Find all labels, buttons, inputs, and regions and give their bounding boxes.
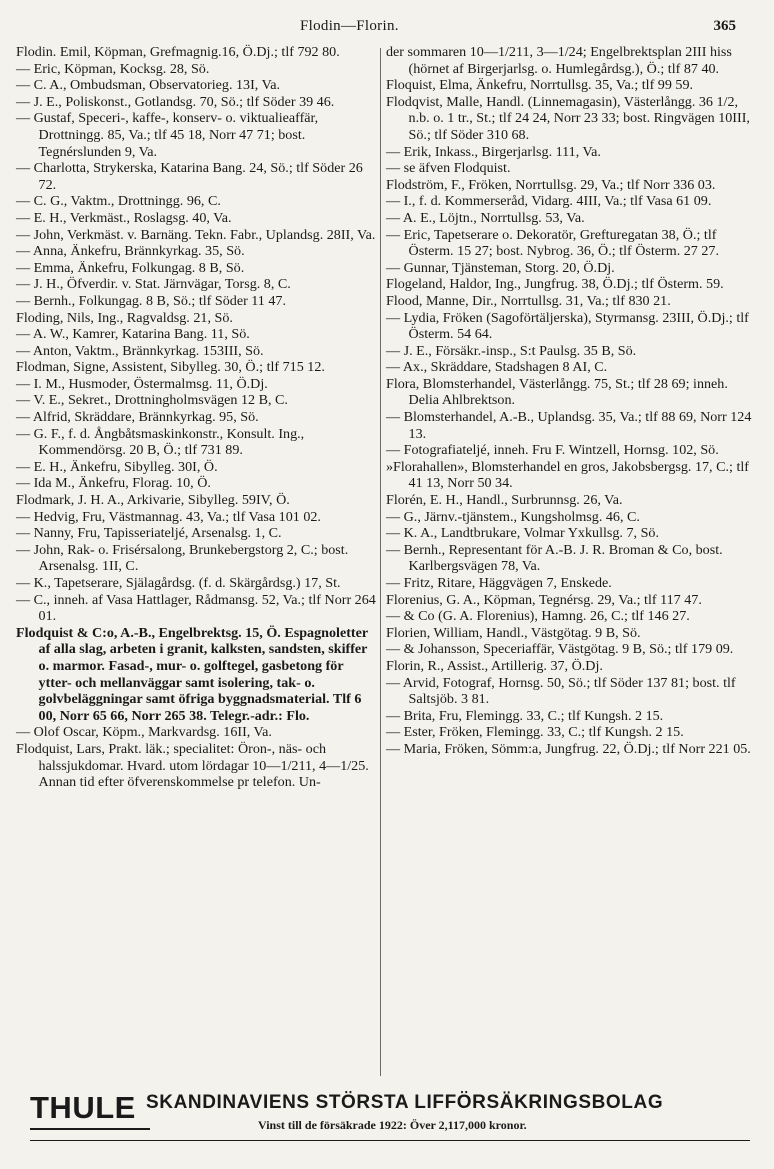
right-column [386, 44, 756, 758]
directory-entry: — K. A., Landtbrukare, Volmar Yxkullsg. 7, Sö. [386, 525, 659, 542]
directory-entry: — E. H., Verkmäst., Roslagsg. 40, Va. [16, 209, 232, 226]
directory-entry: Floding, Nils, Ing., Ragvaldsg. 21, Sö. [16, 309, 233, 326]
directory-entry: — John, Rak- o. Frisérsalong, Brunkebergstorg 2, C.; bost. Arsenalsg. 1II, C. [16, 541, 349, 575]
directory-entry: — Gustaf, Speceri-, kaffe-, konserv- o. viktualieaffär, Drottningg. 85, Va.; tlf 45 18, Norr 47 71; bost. Tegnérslunden 9, Va. [16, 110, 319, 160]
directory-entry: — se äfven Flodquist. [386, 160, 511, 177]
directory-entry: — A. E., Löjtn., Norrtullsg. 53, Va. [386, 209, 585, 226]
directory-entry: — Eric, Köpman, Kocksg. 28, Sö. [16, 60, 210, 77]
directory-entry: — Charlotta, Strykerska, Katarina Bang. 24, Sö.; tlf Söder 26 72. [16, 160, 363, 193]
left-column [16, 44, 378, 791]
ad-brand: THULE [30, 1090, 136, 1125]
directory-entry: — G. F., f. d. Ångbåtsmaskinkonstr., Konsult. Ing., Kommendörsg. 20 B, Ö.; tlf 731 89. [16, 425, 305, 459]
thule-advertisement [30, 1086, 750, 1146]
directory-entry: — Emma, Änkefru, Folkungag. 8 B, Sö. [16, 259, 245, 276]
directory-entry: Florén, E. H., Handl., Surbrunnsg. 26, Va. [386, 492, 623, 509]
directory-entry: Floquist, Elma, Änkefru, Norrtullsg. 35, Va.; tlf 99 59. [386, 77, 694, 94]
directory-entry: — Bernh., Folkungag. 8 B, Sö.; tlf Söder 11 47. [16, 292, 286, 309]
directory-entry: — G., Järnv.-tjänstem., Kungsholmsg. 46, C. [386, 508, 640, 525]
directory-entry: — Fotografiateljé, inneh. Fru F. Wintzell, Hornsg. 102, Sö. [386, 442, 719, 459]
directory-entry: — C., inneh. af Vasa Hattlager, Rådmansg. 52, Va.; tlf Norr 264 01. [16, 591, 376, 625]
ad-subline: Vinst till de försäkrade 1922: Över 2,117,000 kronor. [258, 1118, 527, 1132]
directory-entry: — K., Tapetserare, Själagårdsg. (f. d. Skärgårdsg.) 17, St. [16, 575, 341, 591]
directory-entry: — Alfrid, Skräddare, Brännkyrkag. 95, Sö. [16, 409, 259, 426]
directory-entry: — Maria, Fröken, Sömm:a, Jungfrug. 22, Ö.Dj.; tlf Norr 221 05. [386, 740, 751, 757]
directory-entry: — J. H., Öfverdir. v. Stat. Järnvägar, Torsg. 8, C. [16, 276, 291, 293]
running-title: Flodin—Florin. [300, 18, 399, 34]
directory-entry: — & Co (G. A. Florenius), Hamng. 26, C.; tlf 146 27. [386, 608, 690, 625]
ad-slogan: SKANDINAVIENS STÖRSTA LIFFÖRSÄKRINGSBOLAG [146, 1092, 664, 1113]
directory-entry: — E. H., Änkefru, Sibylleg. 30I, Ö. [16, 458, 218, 475]
directory-entry: Flodquist & C:o, A.-B., Engelbrektsg. 15, Ö. Espagnoletter af alla slag, arbeten i granit, kalksten, sandsten, skiffer o. marmor. Fasad-, mur- o. golftegel, gasbetong för ytter- och mellanväggar samt isolering, tak- o. golvbeläggningar samt öfriga byggnadsmaterial. Tlf 6 00, Norr 65 66, Norr 265 38. Telegr.-adr.: Flo. [16, 624, 368, 724]
directory-entry: — Erik, Inkass., Birgerjarlsg. 111, Va. [386, 143, 601, 160]
directory-entry: — Nanny, Fru, Tapisseriatelјé, Arsenalsg. 1, C. [16, 525, 282, 542]
page-header [0, 18, 774, 42]
directory-entry: — J. E., Poliskonst., Gotlandsg. 70, Sö.; tlf Söder 39 46. [16, 93, 335, 110]
column-divider [380, 48, 381, 1076]
ad-underline [30, 1140, 750, 1141]
directory-entry: — Olof Oscar, Köpm., Markvardsg. 16II, Va. [16, 724, 272, 741]
directory-entry: Flodquist, Lars, Prakt. läk.; specialitet: Öron-, näs- och halssjukdomar. Hvard. utom lördagar 10—1/211, 4—1/25. Annan tid efter öfverenskommelse pr telefon. Un- [16, 740, 369, 791]
directory-entry: Flodin. Emil, Köpman, Grefmagnig.16, Ö.Dj.; tlf 792 80. [16, 44, 340, 60]
directory-entry: — Hedvig, Fru, Västmannag. 43, Va.; tlf Vasa 101 02. [16, 508, 321, 525]
directory-entry: — Anton, Vaktm., Brännkyrkag. 153III, Sö. [16, 342, 264, 359]
directory-entry: — J. E., Försäkr.-insp., S:t Paulsg. 35 B, Sö. [386, 342, 637, 359]
directory-entry: — A. W., Kamrer, Katarina Bang. 11, Sö. [16, 326, 250, 343]
directory-entry: — Lydia, Fröken (Sagoförtäljerska), Styrmansg. 23III, Ö.Dj.; tlf Österm. 54 64. [386, 309, 749, 343]
directory-entry: — C. A., Ombudsman, Observatorieg. 13I, Va. [16, 77, 280, 94]
directory-entry: — Eric, Tapetserare o. Dekoratör, Grefturegatan 38, Ö.; tlf Österm. 15 27; bost. Nybrog. 36, Ö.; tlf Österm. 27 27. [386, 226, 719, 260]
directory-entry: Flora, Blomsterhandel, Västerlångg. 75, St.; tlf 28 69; inneh. Delia Ahlbrektson. [386, 375, 728, 409]
directory-entry: Florenius, G. A., Köpman, Tegnérsg. 29, Va.; tlf 117 47. [386, 591, 702, 608]
directory-entry: der sommaren 10—1/211, 3—1/24; Engelbrektsplan 2III hiss (hörnet af Birgerjarlsg. o. Humlegårdsg.), Ö.; tlf 87 40. [386, 44, 732, 77]
directory-entry: — Bernh., Representant för A.-B. J. R. Broman & Co, bost. Karlbergsvägen 78, Va. [386, 541, 723, 575]
directory-entry: — V. E., Sekret., Drottningholmsvägen 12 B, C. [16, 392, 288, 409]
directory-entry: — I., f. d. Kommerseråd, Vidarg. 4III, Va.; tlf Vasa 61 09. [386, 193, 712, 210]
page-number: 365 [713, 18, 736, 34]
directory-entry: — John, Verkmäst. v. Barnäng. Tekn. Fabr., Uplandsg. 28II, Va. [16, 226, 376, 243]
directory-entry: — Arvid, Fotograf, Hornsg. 50, Sö.; tlf Söder 137 81; bost. tlf Saltsjöb. 3 81. [386, 674, 736, 708]
directory-entry: — I. M., Husmoder, Östermalmsg. 11, Ö.Dj. [16, 375, 268, 392]
directory-entry: Flogeland, Haldor, Ing., Jungfrug. 38, Ö.Dj.; tlf Österm. 59. [386, 276, 724, 293]
directory-entry: — & Johansson, Speceriaffär, Västgötag. 9 B, Sö.; tlf 179 09. [386, 641, 734, 658]
directory-entry: »Florahallen», Blomsterhandel en gros, Jakobsbergsg. 17, C.; tlf 41 13, Norr 50 34. [386, 458, 749, 492]
directory-entry: Flodman, Signe, Assistent, Sibylleg. 30, Ö.; tlf 715 12. [16, 359, 325, 376]
directory-entry: — C. G., Vaktm., Drottningg. 96, C. [16, 193, 221, 210]
directory-entry: — Ax., Skräddare, Stadshagen 8 AI, C. [386, 359, 608, 376]
directory-entry: — Brita, Fru, Flemingg. 33, C.; tlf Kungsh. 2 15. [386, 707, 664, 724]
directory-entry: Florin, R., Assist., Artillerig. 37, Ö.Dj. [386, 657, 603, 674]
directory-entry: Flodmark, J. H. A., Arkivarie, Sibylleg. 59IV, Ö. [16, 492, 290, 509]
directory-entry: — Ida M., Änkefru, Florag. 10, Ö. [16, 475, 211, 492]
directory-entry: Flodström, F., Fröken, Norrtullsg. 29, Va.; tlf Norr 336 03. [386, 176, 716, 193]
directory-entry: — Blomsterhandel, A.-B., Uplandsg. 35, Va.; tlf 88 69, Norr 124 13. [386, 409, 752, 442]
directory-entry: Florien, William, Handl., Västgötag. 9 B, Sö. [386, 624, 641, 641]
directory-entry: — Gunnar, Tjänsteman, Storg. 20, Ö.Dj. [386, 259, 615, 276]
directory-entry: — Anna, Änkefru, Brännkyrkag. 35, Sö. [16, 243, 245, 260]
directory-entry: Flood, Manne, Dir., Norrtullsg. 31, Va.; tlf 830 21. [386, 292, 671, 309]
directory-entry: Flodqvist, Malle, Handl. (Linnemagasin), Västerlångg. 36 1/2, n.b. o. 1 tr., St.; tlf 24 24, Norr 23 33; bost. Ringvägen 10III, Sö.; tlf Söder 310 68. [386, 93, 750, 143]
directory-entry: — Ester, Fröken, Flemingg. 33, C.; tlf Kungsh. 2 15. [386, 724, 684, 741]
directory-entry: — Fritz, Ritare, Häggvägen 7, Enskede. [386, 575, 612, 591]
